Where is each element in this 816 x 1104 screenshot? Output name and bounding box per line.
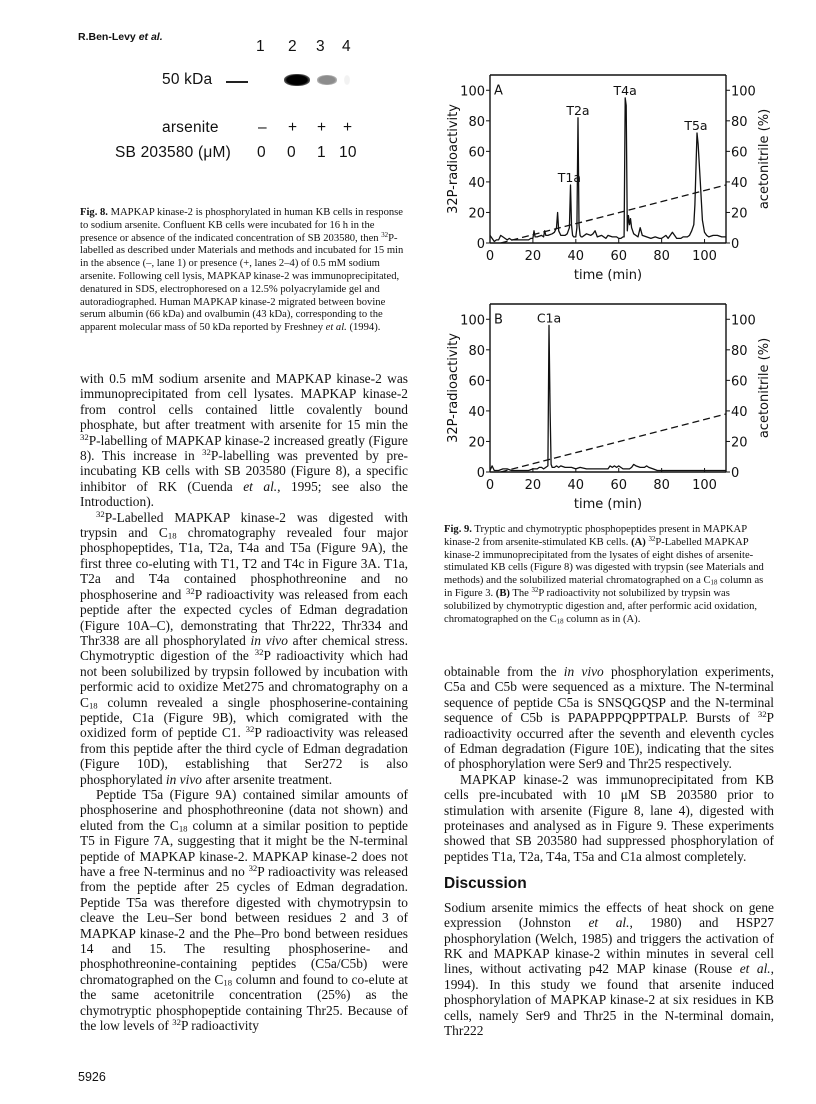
arsenite-value: + bbox=[288, 119, 298, 136]
peak-label: T5a bbox=[684, 118, 708, 134]
y-tick-label: 40 bbox=[468, 404, 485, 420]
figure-9-caption-label: Fig. 9. bbox=[444, 524, 472, 535]
y-tick-label: 0 bbox=[476, 466, 485, 481]
x-tick-label: 60 bbox=[610, 478, 628, 493]
x-tick-label: 0 bbox=[485, 478, 495, 493]
figure-8-caption-label: Fig. 8. bbox=[80, 207, 108, 218]
gel-band bbox=[317, 75, 337, 85]
y-tick-label: 100 bbox=[460, 84, 485, 100]
x-tick-label: 40 bbox=[567, 478, 585, 493]
sb-value: 0 bbox=[257, 144, 266, 161]
paragraph: with 0.5 mM sodium arsenite and MAPKAP kinase-2 was immunoprecipitated from cell lysates. MAPKAP kinase-2 from control cells contained little covalently bound phosphate, but after treatment with arsenite for 15 min the $^{32}$P-labelling of MAPKAP kinase-2 increased greatly (Figure 8). This increase in $^{32}$P-labelling was prevented by pre-incubating KB cells with SB 203580 (Figure 8), a specific inhibitor of RK (Cuenda et al., 1995; see also the Introduction). bbox=[80, 371, 408, 510]
x-axis-label: time (min) bbox=[573, 268, 643, 283]
lane-number: 4 bbox=[342, 38, 351, 55]
acetonitrile-gradient-line bbox=[501, 185, 726, 243]
arsenite-row-label: arsenite bbox=[162, 119, 219, 136]
figure-9-caption bbox=[444, 524, 774, 626]
x-tick-label: 20 bbox=[524, 249, 542, 264]
lane-number: 1 bbox=[256, 38, 265, 55]
paragraph: $^{32}$P-Labelled MAPKAP kinase-2 was digested with trypsin and $C_{18}$ chromatography revealed four major phosphopeptides, T1a, T2a, T4a and T5a (Figure 9A), the first three co-eluting with T1, T2 and T4c in Figure 3A. T1a, T2a and T4a contained phosphothreonine and no phosphoserine and $^{32}$P radioactivity was released from each peptide after the expected cycles of Edman degradation (Figure 10A–C), demonstrating that Thr222, Thr334 and Thr338 are all phosphorylated in vivo after chemical stress. Chymotryptic digestion of the $^{32}$P radioactivity which had not been solubilized by trypsin followed by incubation with performic acid to oxidize Met275 and chromatography on a $C_{18}$ column revealed a single phosphoserine-containing peptide, C1a (Figure 9B), which comigrated with the oxidized form of peptide C1. $^{32}$P radioactivity was released from this peptide after the third cycle of Edman degradation (Figure 10D), establishing that Ser272 is also phosphorylated in vivo after arsenite treatment. bbox=[80, 508, 408, 787]
peak-label: C1a bbox=[536, 310, 562, 326]
y2-tick-label: 60 bbox=[731, 374, 748, 390]
x-tick-label: 60 bbox=[610, 249, 628, 264]
y2-tick-label: 0 bbox=[731, 237, 740, 252]
y-tick-label: 20 bbox=[468, 435, 485, 451]
lane-number: 2 bbox=[288, 38, 297, 55]
figure-9b-chart bbox=[420, 292, 780, 512]
y2-axis-label: acetonitrile (%) bbox=[757, 108, 772, 210]
peak-label: T1a bbox=[557, 169, 582, 185]
arsenite-value: – bbox=[258, 119, 267, 136]
panel-label: A bbox=[494, 83, 503, 99]
running-head-etal: et al. bbox=[138, 31, 163, 43]
paragraph: obtainable from the in vivo phosphorylation experiments, C5a and C5b were sequenced as a mixture. The N-terminal sequence of peptide C5a is SNSQGQSP and the N-terminal sequence of C5b is PAPAPPPQPPTPALP. Bursts of $^{32}$P radioactivity occurred after the seventh and eleventh cycles of Edman degradation (Figure 10E), indicating that the sites of phosphorylation were Ser9 and Thr25 respectively. bbox=[444, 664, 774, 772]
y2-tick-label: 80 bbox=[731, 114, 748, 130]
sb-row-label: SB 203580 (μM) bbox=[115, 144, 231, 161]
peak-label: T4a bbox=[613, 82, 637, 98]
section-heading: Discussion bbox=[444, 875, 527, 893]
y2-axis-label: acetonitrile (%) bbox=[757, 337, 772, 439]
y-tick-label: 80 bbox=[468, 114, 485, 130]
page-number: 5926 bbox=[78, 1070, 106, 1084]
y2-tick-label: 0 bbox=[731, 466, 740, 481]
y-tick-label: 0 bbox=[476, 237, 485, 252]
x-tick-label: 0 bbox=[485, 249, 495, 264]
left-column-text bbox=[80, 371, 408, 1033]
acetonitrile-gradient-line bbox=[501, 414, 726, 472]
radioactivity-trace bbox=[490, 325, 726, 470]
x-tick-label: 80 bbox=[653, 478, 670, 493]
sb-value: 10 bbox=[339, 144, 357, 161]
gel-band bbox=[256, 74, 268, 86]
lane-number: 3 bbox=[316, 38, 325, 55]
x-tick-label: 100 bbox=[692, 478, 717, 493]
paragraph: Sodium arsenite mimics the effects of heat shock on gene expression (Johnston et al., 1980) and HSP27 phosphorylation (Welch, 1985) and triggers the activation of RK and MAPKAP kinase-2 within minutes in several cell lines, without activating p42 MAP kinase (Rouse et al., 1994). In this study we found that arsenite induced phosphorylation of MAPKAP kinase-2 at six residues in KB cells, namely Ser9 and Thr25 in the N-terminal domain, Thr222 bbox=[444, 899, 775, 1038]
arsenite-value: + bbox=[343, 119, 353, 136]
figure-8-caption-text: MAPKAP kinase-2 is phosphorylated in human KB cells in response to sodium arsenite. Confluent KB cells were incubated for 16 h in the presence or absence of the indicated concentration of SB 203580, then $^{32}$P-labelled as described under Materials and methods and incubated for 15 min in the absence (–, lane 1) or presence (+, lanes 2–4) of 0.5 mM sodium arsenite. Following cell lysis, MAPKAP kinase-2 was immunoprecipitated, denatured in SDS, electrophoresed on a 12.5% polyacrylamide gel and autoradiographed. Human MAPKAP kinase-2 migrated between bovine serum albumin (66 kDa) and ovalbumin (43 kDa), corresponding to the apparent molecular mass of 50 kDa reported by Freshney et al. (1994). bbox=[80, 207, 404, 334]
y-tick-label: 60 bbox=[468, 374, 485, 390]
y2-tick-label: 20 bbox=[731, 435, 748, 451]
right-column-text bbox=[444, 664, 774, 1038]
figure-8-caption bbox=[80, 207, 408, 335]
x-tick-label: 80 bbox=[653, 249, 670, 264]
running-head-authors: R.Ben-Levy bbox=[78, 31, 136, 43]
paragraph: Peptide T5a (Figure 9A) contained similar amounts of phosphoserine and phosphothreonine (data not shown) and eluted from the $C_{18}$ column at a similar position to peptide T5 in Figure 7A, suggesting that it might be the N-terminal peptide of MAPKAP kinase-2. MAPKAP kinase-2 does not have a free N-terminus and no $^{32}$P radioactivity was released from the peptide after 25 cycles of Edman degradation. Peptide T5a was therefore digested with chymotrypsin to cleave the Leu–Ser bond between residues 2 and 3 of MAPKAP kinase-2 and the Phe–Pro bond between residues 14 and 15. The resulting phosphoserine- and phosphothreonine-containing peptides (C5a/C5b) were chromatographed on the $C_{18}$ column and found to co-elute at the same acetonitrile concentration (25%) as the chymotryptic phosphopeptide containing Thr25. Because of the low levels of $^{32}$P radioactivity bbox=[80, 786, 409, 1034]
y2-tick-label: 40 bbox=[731, 404, 748, 420]
x-tick-label: 20 bbox=[524, 478, 542, 493]
peak-label: T2a bbox=[566, 102, 590, 118]
y2-tick-label: 100 bbox=[731, 313, 756, 329]
y2-tick-label: 60 bbox=[731, 145, 748, 161]
marker-label: 50 kDa bbox=[162, 71, 213, 88]
y-tick-label: 80 bbox=[468, 343, 485, 359]
x-tick-label: 40 bbox=[567, 249, 585, 264]
y-tick-label: 60 bbox=[468, 145, 485, 161]
arsenite-value: + bbox=[317, 119, 327, 136]
y2-tick-label: 40 bbox=[731, 175, 748, 191]
panel-label: B bbox=[494, 312, 503, 328]
x-tick-label: 100 bbox=[692, 249, 717, 264]
y2-tick-label: 80 bbox=[731, 343, 748, 359]
y-axis-label: 32P-radioactivity bbox=[446, 333, 461, 443]
figure-9-caption-text: Tryptic and chymotryptic phosphopeptides present in MAPKAP kinase-2 from arsenite-stimulated KB cells. (A) $^{32}$P-Labelled MAPKAP kinase-2 immunoprecipitated from the lysates of eight dishes of arsenite-stimulated KB cells (Figure 8) was digested with trypsin (see Materials and methods) and the solubilized material chromatographed on a $C_{18}$ column as in Figure 3. (B) The $^{32}$P radioactivity not solubilized by trypsin was solubilized by chymotryptic digestion and, after performic acid oxidation, chromatographed on the $C_{18}$ column as in (A). bbox=[444, 524, 764, 625]
marker-line bbox=[226, 81, 248, 83]
sb-value: 0 bbox=[287, 144, 296, 161]
y-tick-label: 100 bbox=[460, 313, 485, 329]
y-axis-label: 32P-radioactivity bbox=[446, 104, 461, 214]
gel-band bbox=[344, 75, 350, 85]
figure-8-gel bbox=[60, 38, 400, 195]
y2-tick-label: 100 bbox=[731, 84, 756, 100]
x-axis-label: time (min) bbox=[573, 497, 643, 512]
gel-band bbox=[284, 74, 310, 86]
y-tick-label: 20 bbox=[468, 206, 485, 222]
y-tick-label: 40 bbox=[468, 175, 485, 191]
y2-tick-label: 20 bbox=[731, 206, 748, 222]
figure-9a-chart bbox=[420, 62, 780, 292]
running-head bbox=[78, 31, 163, 43]
sb-value: 1 bbox=[317, 144, 326, 161]
paragraph: MAPKAP kinase-2 was immunoprecipitated from KB cells pre-incubated with 10 μM SB 203580 prior to stimulation with arsenite (Figure 8, lane 4), digested with proteinases and analysed as in Figure 9. These experiments showed that SB 203580 had suppressed phosphorylation of peptides T1a, T2a, T4a, T5a and C1a almost completely. bbox=[444, 771, 774, 864]
